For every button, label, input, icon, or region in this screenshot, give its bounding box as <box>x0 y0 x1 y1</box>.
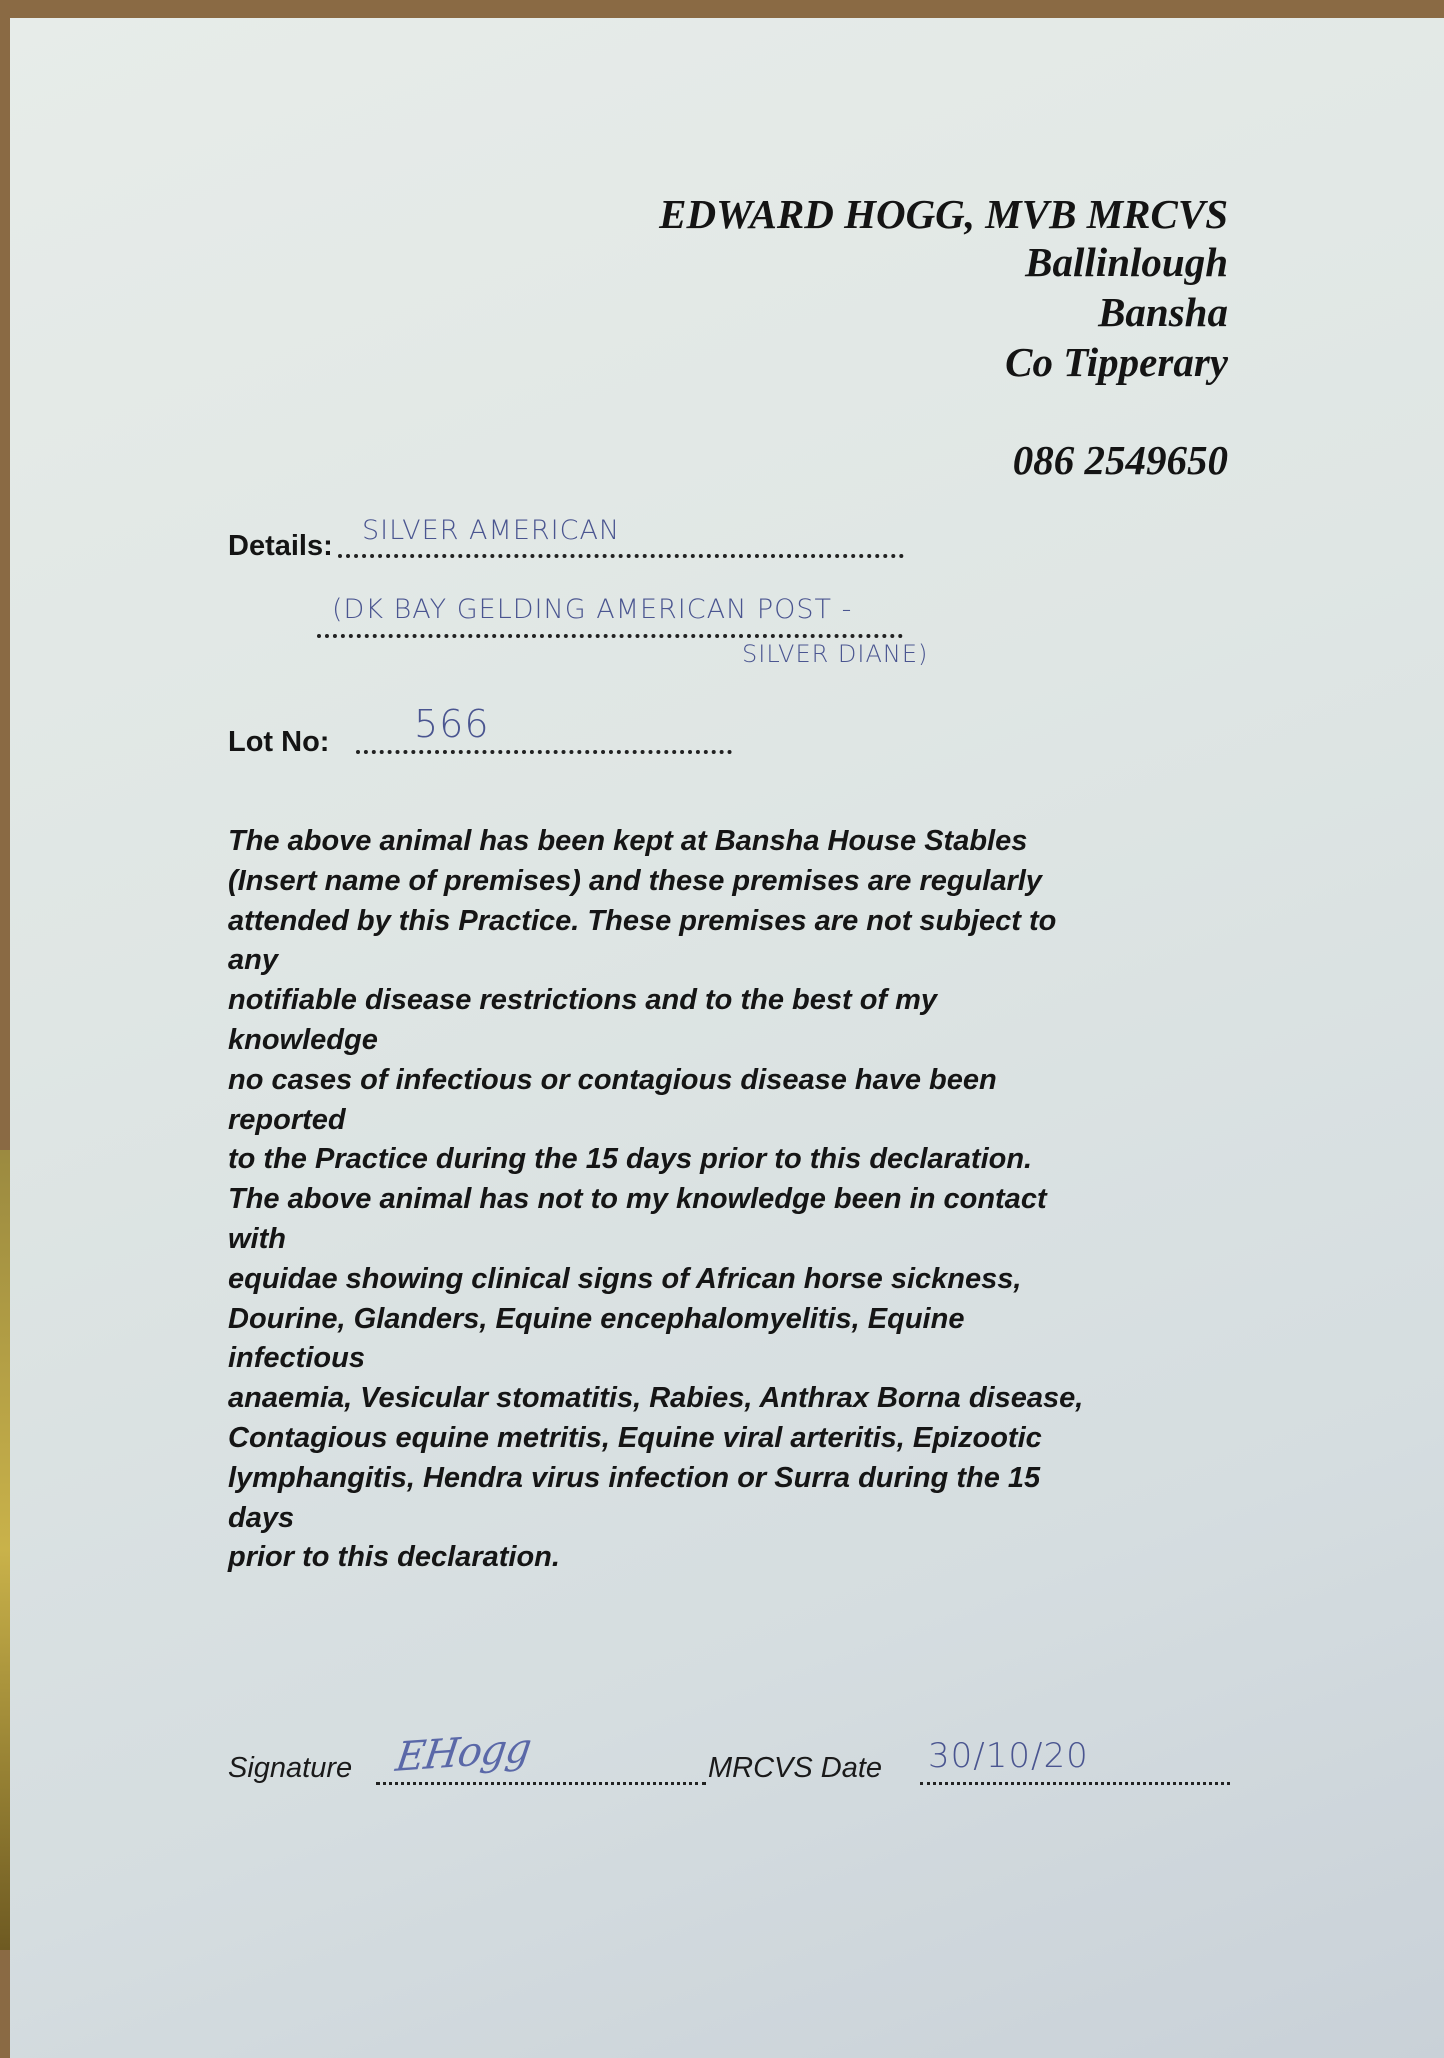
signature-dotted-line <box>376 1782 706 1785</box>
declaration-line: any <box>228 944 278 977</box>
signature-handwritten: EHogg <box>392 1725 534 1781</box>
declaration-line: knowledge <box>228 1023 378 1056</box>
mrcvs-date-label: MRCVS Date <box>708 1752 883 1784</box>
vet-name: EDWARD HOGG, MVB MRCVS <box>659 191 1228 237</box>
details-dotted-line-2 <box>317 634 903 638</box>
declaration-line: no cases of infectious or contagious disease have been <box>228 1063 997 1096</box>
details-dotted-line <box>338 554 904 558</box>
lot-handwritten: 566 <box>414 702 490 746</box>
declaration-line: with <box>228 1222 286 1255</box>
declaration-line: The above animal has not to my knowledge been in contact <box>228 1183 1047 1216</box>
declaration-line: Contagious equine metritis, Equine viral arteritis, Epizootic <box>228 1421 1042 1454</box>
declaration-line: attended by this Practice. These premises are not subject to <box>228 904 1057 937</box>
phone-number: 086 2549650 <box>1012 437 1228 483</box>
lot-label: Lot No: <box>228 726 330 758</box>
address-line-3: Co Tipperary <box>1005 339 1228 385</box>
date-handwritten: 30/10/20 <box>928 1736 1089 1776</box>
declaration-line: prior to this declaration. <box>228 1541 560 1574</box>
details-label: Details: <box>228 530 333 562</box>
details-handwritten-2: (DK BAY GELDING AMERICAN POST - <box>332 594 853 625</box>
declaration-text <box>228 822 1083 1578</box>
signature-label: Signature <box>228 1752 353 1784</box>
declaration-line: Dourine, Glanders, Equine encephalomyelitis, Equine <box>228 1302 965 1335</box>
date-dotted-line <box>920 1782 1230 1785</box>
address-line-1: Ballinlough <box>1025 239 1228 285</box>
declaration-line: lymphangitis, Hendra virus infection or Surra during the 15 <box>228 1461 1041 1494</box>
lot-dotted-line <box>356 750 732 754</box>
declaration-line: reported <box>228 1103 346 1136</box>
declaration-line: anaemia, Vesicular stomatitis, Rabies, Anthrax Borna disease, <box>228 1382 1084 1415</box>
declaration-line: equidae showing clinical signs of African horse sickness, <box>228 1262 1022 1295</box>
declaration-line: to the Practice during the 15 days prior to this declaration. <box>228 1143 1033 1176</box>
declaration-line: notifiable disease restrictions and to the best of my <box>228 984 938 1017</box>
declaration-line: days <box>228 1501 295 1534</box>
declaration-line: (Insert name of premises) and these premises are regularly <box>228 864 1042 897</box>
details-handwritten-1: SILVER AMERICAN <box>362 515 621 546</box>
declaration-line: The above animal has been kept at Bansha House Stables <box>228 825 1028 857</box>
details-handwritten-3: SILVER DIANE) <box>742 640 929 668</box>
declaration-line: infectious <box>228 1342 365 1375</box>
address-line-2: Bansha <box>1098 289 1228 335</box>
